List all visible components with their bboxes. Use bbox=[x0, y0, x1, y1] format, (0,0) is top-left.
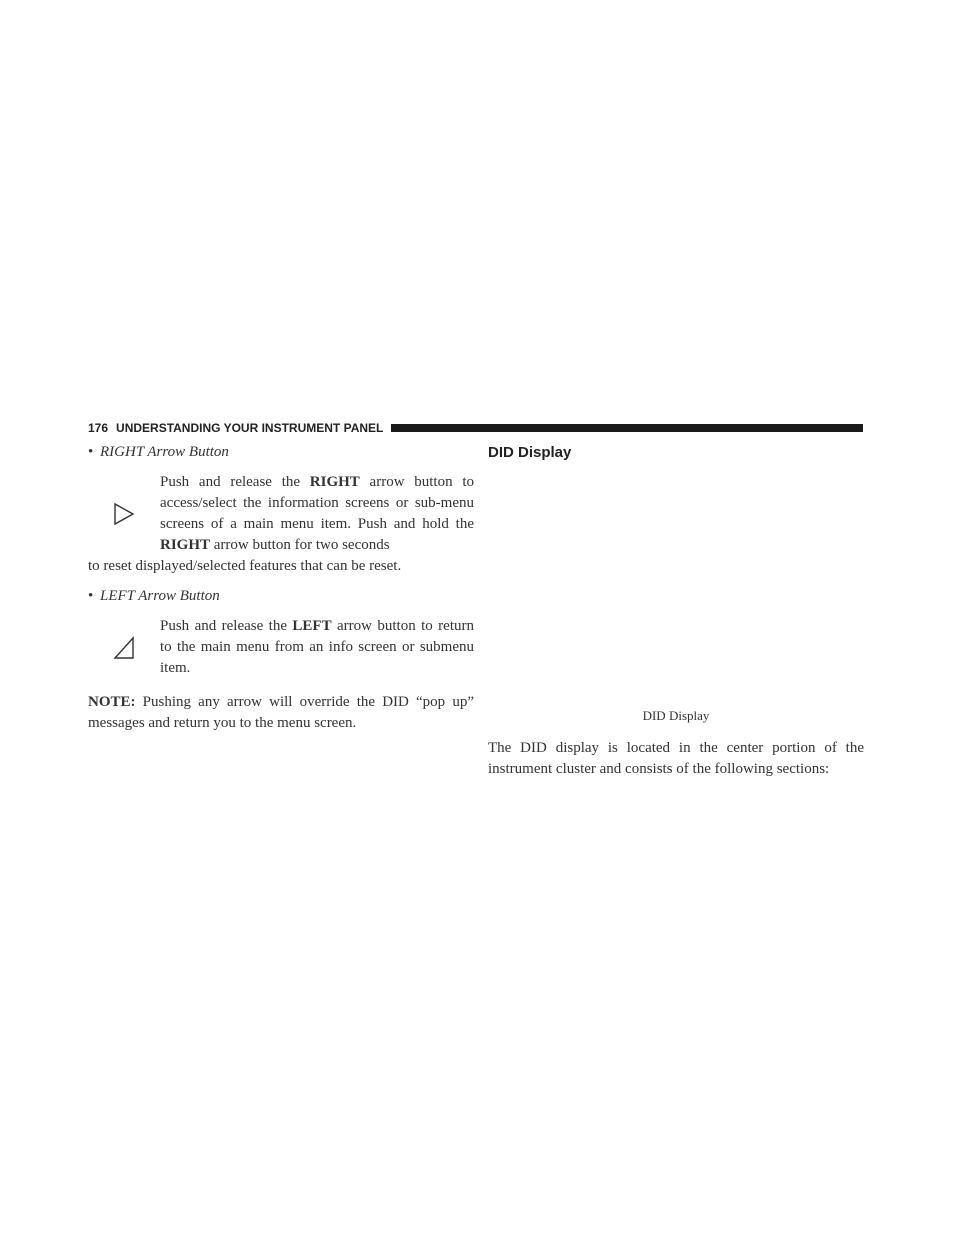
right-arrow-bullet: • RIGHT Arrow Button bbox=[88, 442, 474, 463]
right-column bbox=[488, 442, 864, 795]
chapter-title: UNDERSTANDING YOUR INSTRUMENT PANEL bbox=[116, 421, 384, 435]
figure-caption: DID Display bbox=[642, 708, 710, 723]
did-display-figure bbox=[488, 469, 864, 707]
left-arrow-bullet: • LEFT Arrow Button bbox=[88, 586, 474, 607]
note-label: NOTE: bbox=[88, 694, 136, 710]
right-arrow-icon bbox=[88, 472, 160, 556]
left-arrow-icon bbox=[88, 616, 160, 679]
right-arrow-description: Push and release the RIGHT arrow button to access/select the information screens or sub-menu screens of a main menu item. Push and hold the RIGHT arrow button for two seconds bbox=[160, 474, 475, 553]
did-description: The DID display is located in the center portion of the instrument cluster and consists of the following sections: bbox=[488, 740, 864, 777]
right-arrow-description-tail: to reset displayed/selected features that can be reset. bbox=[88, 558, 402, 574]
left-arrow-block bbox=[88, 616, 474, 679]
note-paragraph: NOTE: Pushing any arrow will override the DID “pop up” messages and return you to the menu screen. bbox=[88, 694, 474, 731]
right-arrow-block bbox=[88, 472, 474, 556]
header-rule bbox=[391, 424, 863, 432]
left-arrow-description: Push and release the LEFT arrow button to return to the main menu from an info screen or submenu item. bbox=[160, 618, 474, 676]
right-arrow-heading: RIGHT Arrow Button bbox=[100, 444, 229, 460]
page-header bbox=[88, 418, 863, 438]
page-number: 176 bbox=[88, 421, 109, 435]
left-column bbox=[88, 442, 474, 749]
section-title: DID Display bbox=[488, 444, 572, 461]
left-arrow-heading: LEFT Arrow Button bbox=[100, 588, 220, 604]
